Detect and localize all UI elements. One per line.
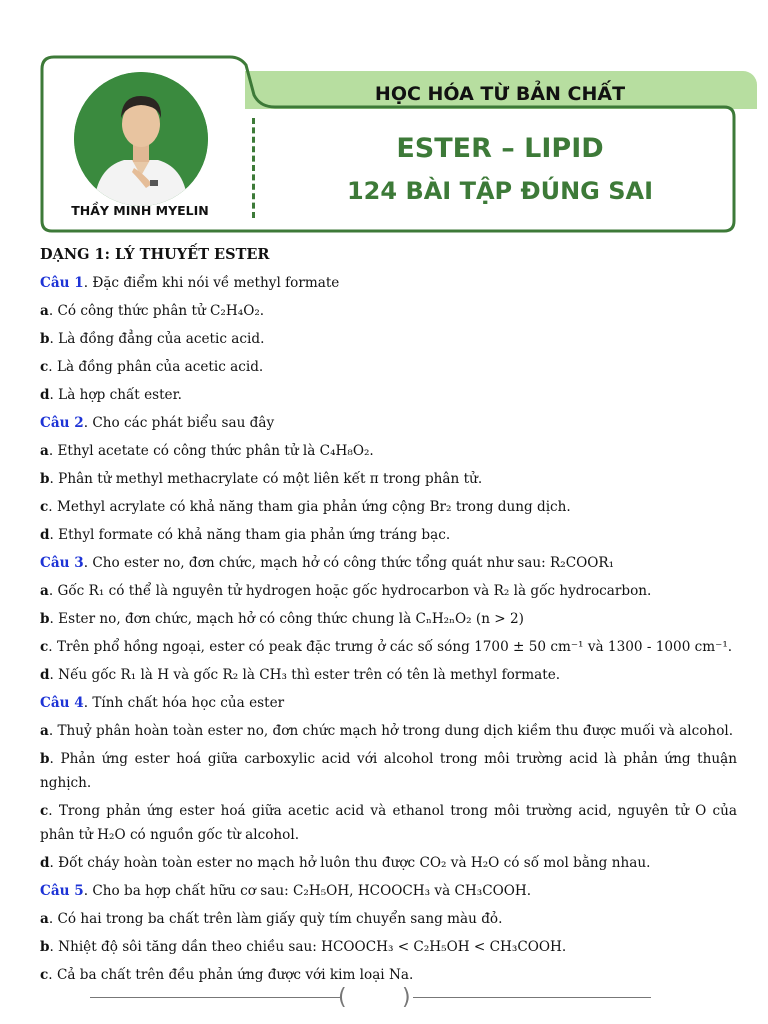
option-b: b. Là đồng đẳng của acetic acid. <box>40 331 265 347</box>
document-title: ESTER – LIPID <box>396 133 604 164</box>
banner-tab-title: HỌC HÓA TỪ BẢN CHẤT <box>374 83 626 105</box>
header-banner <box>40 55 736 233</box>
question-label: Câu 1 <box>40 275 84 291</box>
option-c: c. Là đồng phân của acetic acid. <box>40 359 264 375</box>
question-stem: . Tính chất hóa học của ester <box>83 695 285 711</box>
option-b: b. Ester no, đơn chức, mạch hở có công thức chung là CₙH₂ₙO₂ (n > 2) <box>40 611 524 627</box>
question-2 <box>40 407 737 435</box>
dashed-divider <box>252 118 255 218</box>
question-label: Câu 5 <box>40 883 84 899</box>
option-b: b. Nhiệt độ sôi tăng dần theo chiều sau: HCOOCH₃ < C₂H₅OH < CH₃COOH. <box>40 939 567 955</box>
question-label: Câu 3 <box>40 555 84 571</box>
question-stem: . Đặc điểm khi nói về methyl formate <box>83 275 340 291</box>
option-a: a. Thuỷ phân hoàn toàn ester no, đơn chức mạch hở trong dung dịch kiềm thu được muối và alcohol. <box>40 723 734 739</box>
option-c: c. Trên phổ hồng ngoại, ester có peak đặc trưng ở các số sóng 1700 ± 50 cm⁻¹ và 1300 - 1000 cm⁻¹. <box>40 639 733 655</box>
question-5 <box>40 875 737 903</box>
question-stem: . Cho ba hợp chất hữu cơ sau: C₂H₅OH, HCOOCH₃ và CH₃COOH. <box>83 883 532 899</box>
question-1 <box>40 267 737 295</box>
question-stem: . Cho ester no, đơn chức, mạch hở có công thức tổng quát như sau: R₂COOR₁ <box>83 555 615 571</box>
section-heading: DẠNG 1: LÝ THUYẾT ESTER <box>40 246 270 263</box>
question-label: Câu 4 <box>40 695 84 711</box>
document-subtitle: 124 BÀI TẬP ĐÚNG SAI <box>346 177 654 205</box>
option-a: a. Gốc R₁ có thể là nguyên tử hydrogen hoặc gốc hydrocarbon và R₂ là gốc hydrocarbon. <box>40 583 652 599</box>
option-c: c. Trong phản ứng ester hoá giữa acetic acid và ethanol trong môi trường acid, nguyên tử O của phân tử H₂O có nguồn gốc từ alcohol. <box>40 803 737 843</box>
option-a: a. Ethyl acetate có công thức phân tử là C₄H₈O₂. <box>40 443 374 459</box>
option-a: a. Có hai trong ba chất trên làm giấy quỳ tím chuyển sang màu đỏ. <box>40 911 503 927</box>
option-b: b. Phản ứng ester hoá giữa carboxylic acid với alcohol trong môi trường acid là phản ứng thuận nghịch. <box>40 751 737 791</box>
question-stem: . Cho các phát biểu sau đây <box>83 415 275 431</box>
option-d: d. Ethyl formate có khả năng tham gia phản ứng tráng bạc. <box>40 527 451 543</box>
teacher-avatar <box>74 72 208 206</box>
question-4 <box>40 687 737 715</box>
option-b: b. Phân tử methyl methacrylate có một liên kết π trong phân tử. <box>40 471 483 487</box>
option-d: d. Đốt cháy hoàn toàn ester no mạch hở luôn thu được CO₂ và H₂O có số mol bằng nhau. <box>40 855 651 871</box>
option-a: a. Có công thức phân tử C₂H₄O₂. <box>40 303 265 319</box>
footer-bracket-right: ) <box>402 985 411 1010</box>
footer-rule-right <box>413 997 651 998</box>
question-label: Câu 2 <box>40 415 84 431</box>
option-d: d. Nếu gốc R₁ là H và gốc R₂ là CH₃ thì ester trên có tên là methyl formate. <box>40 667 561 683</box>
question-3 <box>40 547 737 575</box>
teacher-name: THẦY MINH MYELIN <box>71 203 209 218</box>
option-c: c. Cả ba chất trên đều phản ứng được với kim loại Na. <box>40 967 414 983</box>
document-body <box>40 239 737 987</box>
footer-rule-left <box>90 997 340 998</box>
footer-bracket-left: ( <box>338 985 347 1010</box>
option-c: c. Methyl acrylate có khả năng tham gia phản ứng cộng Br₂ trong dung dịch. <box>40 499 571 515</box>
option-d: d. Là hợp chất ester. <box>40 387 182 403</box>
